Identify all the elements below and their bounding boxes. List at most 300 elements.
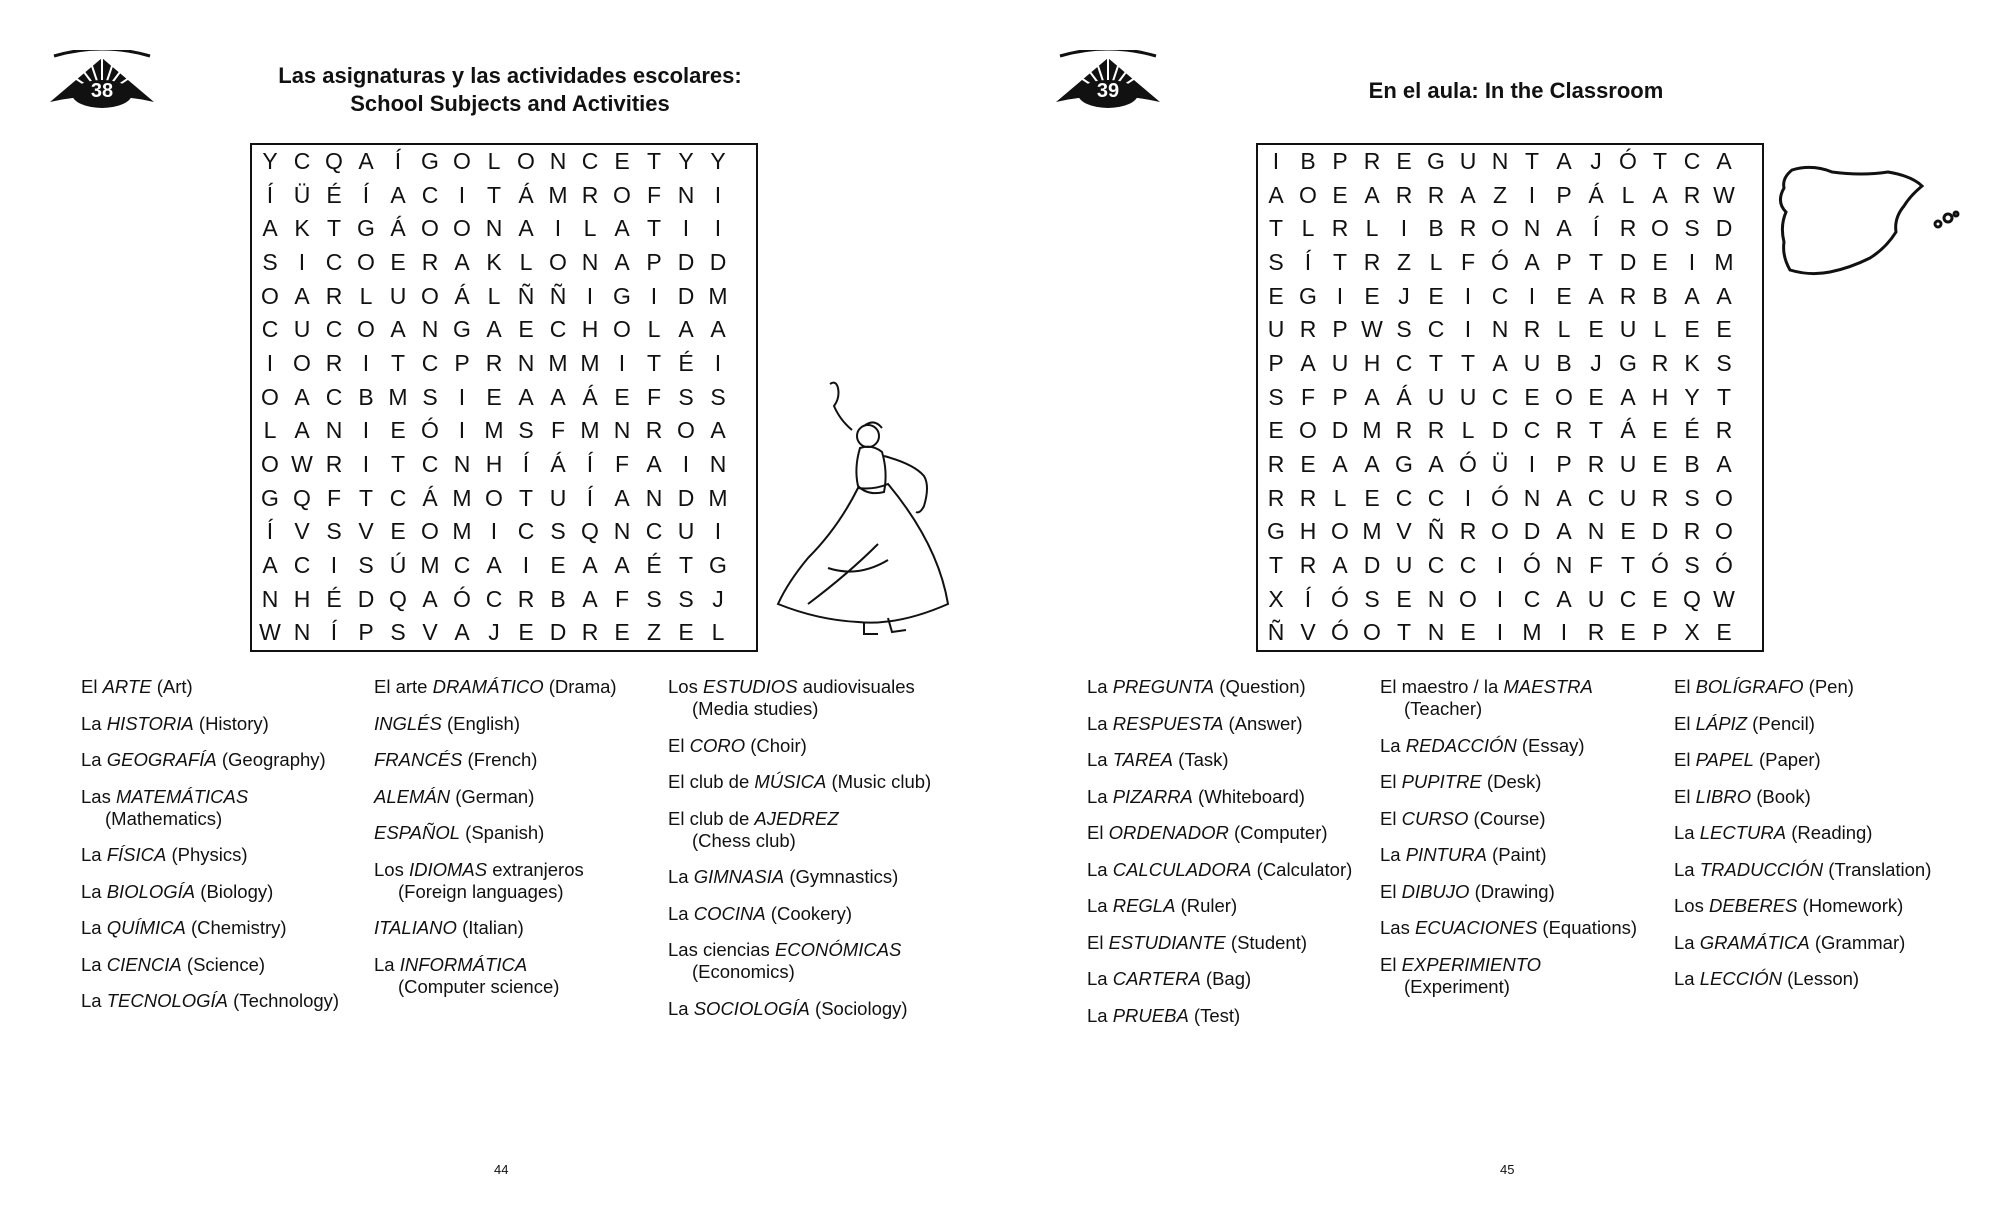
grid-letter: S	[262, 248, 278, 275]
grid-letter: D	[1491, 417, 1509, 444]
grid-letter: M	[1714, 248, 1734, 275]
vocab-item: El maestro / la MAESTRA (Teacher)	[1380, 676, 1593, 719]
grid-letter: N	[453, 450, 471, 477]
grid-letter: Z	[646, 619, 662, 646]
grid-letter: R	[1619, 282, 1637, 309]
word-list-column	[374, 676, 617, 1012]
vocab-item: Los IDIOMAS extranjeros (Foreign languages)	[374, 858, 584, 902]
vocab-item: El LIBRO (Book)	[1674, 785, 1811, 807]
grid-letter: F	[1588, 551, 1604, 578]
grid-letter: C	[453, 551, 471, 578]
grid-letter: O	[613, 181, 631, 208]
grid-letter: A	[1556, 215, 1572, 242]
grid-letter: S	[550, 518, 566, 545]
grid-letter: I	[1464, 282, 1472, 309]
vocab-item: La LECCIÓN (Lesson)	[1674, 968, 1860, 989]
grid-letter: D	[1523, 518, 1541, 545]
grid-letter: R	[1299, 484, 1317, 511]
grid-letter: C	[1427, 484, 1445, 511]
grid-letter: B	[1300, 148, 1316, 174]
grid-letter: P	[1556, 248, 1572, 275]
vocab-item: El EXPERIMIENTO (Experiment)	[1380, 953, 1542, 997]
grid-letter: Í	[586, 450, 594, 477]
grid-letter: P	[646, 248, 662, 275]
grid-letter: C	[261, 316, 279, 343]
grid-letter: C	[325, 316, 343, 343]
grid-letter: L	[711, 619, 725, 646]
grid-letter: U	[1331, 349, 1349, 376]
grid-letter: A	[1588, 282, 1604, 309]
vocab-item: La CIENCIA (Science)	[81, 953, 266, 975]
grid-letter: U	[549, 484, 567, 511]
grid-letter: F	[1460, 248, 1476, 275]
grid-letter: W	[1361, 316, 1383, 343]
grid-letter: P	[1332, 316, 1348, 343]
vocab-item: La BIOLOGÍA (Biology)	[81, 880, 274, 902]
word-list-column	[1087, 676, 1352, 1041]
grid-letter: E	[1684, 316, 1700, 343]
vocab-item: La CALCULADORA (Calculator)	[1087, 858, 1353, 880]
grid-letter: I	[1528, 450, 1536, 477]
grid-letter: Ó	[1459, 450, 1477, 477]
grid-letter: D	[357, 585, 375, 612]
grid-letter: V	[294, 518, 310, 545]
vocab-item: FRANCÉS (French)	[374, 749, 538, 770]
grid-letter: E	[1652, 450, 1668, 477]
grid-letter: Q	[581, 518, 599, 545]
grid-letter: G	[357, 215, 375, 242]
grid-letter: M	[580, 417, 600, 444]
grid-letter: I	[714, 518, 722, 545]
grid-letter: O	[421, 518, 439, 545]
grid-letter: Á	[1620, 417, 1636, 444]
grid-letter: H	[1651, 383, 1669, 410]
grid-letter: É	[678, 349, 694, 376]
grid-letter: L	[263, 417, 277, 444]
grid-letter: R	[325, 450, 343, 477]
grid-letter: I	[1272, 148, 1280, 174]
grid-letter: C	[421, 450, 439, 477]
grid-letter: N	[709, 450, 727, 477]
grid-letter: I	[362, 417, 370, 444]
grid-letter: B	[358, 383, 374, 410]
grid-letter: Y	[262, 148, 278, 174]
grid-letter: Í	[586, 484, 594, 511]
title-line-1: Las asignaturas y las actividades escolares:	[278, 63, 742, 88]
grid-letter: R	[1587, 450, 1605, 477]
grid-letter: A	[294, 282, 310, 309]
grid-letter: S	[1684, 215, 1700, 242]
grid-letter: É	[326, 585, 342, 612]
grid-letter: N	[293, 619, 311, 646]
grid-letter: Ñ	[549, 282, 567, 309]
grid-letter: C	[1459, 551, 1477, 578]
grid-letter: R	[1331, 215, 1349, 242]
grid-letter: I	[586, 282, 594, 309]
grid-letter: L	[583, 215, 597, 242]
grid-letter: R	[1523, 316, 1541, 343]
grid-letter: R	[581, 181, 599, 208]
grid-letter: A	[1428, 450, 1444, 477]
grid-letter: A	[422, 585, 438, 612]
grid-letter: O	[549, 248, 567, 275]
grid-letter: E	[1652, 417, 1668, 444]
grid-letter: Ü	[293, 181, 311, 208]
vocab-item: La RESPUESTA (Answer)	[1087, 712, 1303, 734]
grid-letter: B	[550, 585, 566, 612]
grid-letter: T	[646, 349, 662, 376]
grid-letter: H	[1299, 518, 1317, 545]
grid-letter: A	[486, 316, 502, 343]
grid-letter: O	[517, 148, 535, 174]
vocab-item: El CORO (Choir)	[668, 734, 807, 756]
grid-letter: Á	[582, 383, 598, 410]
vocab-item: El ESTUDIANTE (Student)	[1087, 931, 1308, 953]
grid-letter: T	[390, 450, 406, 477]
grid-letter: C	[1587, 484, 1605, 511]
grid-letter: N	[517, 349, 535, 376]
grid-letter: I	[266, 349, 274, 376]
grid-letter: H	[293, 585, 311, 612]
page-number: 44	[494, 1162, 509, 1177]
grid-letter: R	[325, 282, 343, 309]
grid-letter: E	[1332, 181, 1348, 208]
grid-letter: E	[1716, 316, 1732, 343]
grid-letter: R	[1267, 450, 1285, 477]
title-line-2: School Subjects and Activities	[350, 91, 670, 116]
grid-letter: T	[1652, 148, 1668, 174]
grid-letter: A	[1716, 148, 1732, 174]
grid-letter: Ó	[1651, 551, 1669, 578]
grid-letter: Q	[325, 148, 343, 174]
grid-letter: Ó	[1331, 585, 1349, 612]
grid-letter: S	[1396, 316, 1412, 343]
grid-letter: M	[548, 181, 568, 208]
grid-letter: A	[678, 316, 694, 343]
grid-letter: N	[1491, 148, 1509, 174]
grid-letter: C	[1619, 585, 1637, 612]
grid-letter: P	[1652, 619, 1668, 646]
vocab-item: La HISTORIA (History)	[81, 712, 269, 734]
grid-letter: L	[1301, 215, 1315, 242]
grid-letter: R	[421, 248, 439, 275]
grid-letter: I	[682, 450, 690, 477]
grid-letter: R	[1363, 148, 1381, 174]
grid-letter: A	[614, 215, 630, 242]
grid-letter: B	[1556, 349, 1572, 376]
grid-letter: D	[677, 248, 695, 275]
grid-letter: I	[1560, 619, 1568, 646]
grid-letter: A	[646, 450, 662, 477]
vocab-item: La LECTURA (Reading)	[1674, 822, 1873, 843]
grid-letter: Í	[522, 450, 530, 477]
grid-letter: S	[358, 551, 374, 578]
grid-letter: N	[613, 417, 631, 444]
grid-letter: S	[422, 383, 438, 410]
grid-letter: G	[1619, 349, 1637, 376]
word-list-column	[1674, 676, 1931, 1005]
grid-letter: E	[518, 619, 534, 646]
grid-letter: H	[485, 450, 503, 477]
grid-letter: R	[645, 417, 663, 444]
grid-letter: Ü	[1491, 450, 1509, 477]
grid-letter: R	[1459, 215, 1477, 242]
grid-letter: C	[293, 148, 311, 174]
grid-letter: A	[1620, 383, 1636, 410]
grid-letter: T	[486, 181, 502, 208]
grid-letter: D	[549, 619, 567, 646]
fan-badge	[1052, 50, 1164, 110]
vocab-item: La FÍSICA (Physics)	[81, 844, 248, 865]
grid-letter: S	[678, 383, 694, 410]
grid-letter: A	[294, 383, 310, 410]
grid-letter: R	[1555, 417, 1573, 444]
grid-letter: N	[613, 518, 631, 545]
grid-letter: T	[358, 484, 374, 511]
grid-letter: O	[1299, 181, 1317, 208]
grid-letter: O	[453, 215, 471, 242]
grid-letter: P	[358, 619, 374, 646]
grid-letter: T	[1588, 248, 1604, 275]
grid-letter: S	[326, 518, 342, 545]
grid-letter: S	[1684, 551, 1700, 578]
grid-letter: O	[613, 316, 631, 343]
grid-letter: E	[1652, 585, 1668, 612]
grid-letter: M	[484, 417, 504, 444]
grid-letter: A	[1492, 349, 1508, 376]
word-list-column	[1380, 676, 1637, 1012]
grid-letter: N	[1491, 316, 1509, 343]
grid-letter: Á	[422, 484, 438, 511]
grid-letter: É	[326, 181, 342, 208]
vocab-item: INGLÉS (English)	[374, 712, 520, 734]
grid-letter: M	[708, 282, 728, 309]
grid-letter: L	[487, 282, 501, 309]
grid-letter: Ó	[1523, 551, 1541, 578]
grid-letter: I	[714, 215, 722, 242]
grid-letter: S	[1268, 248, 1284, 275]
grid-letter: I	[682, 215, 690, 242]
grid-letter: S	[710, 383, 726, 410]
grid-letter: É	[1684, 417, 1700, 444]
grid-letter: V	[1396, 518, 1412, 545]
grid-letter: Á	[390, 215, 406, 242]
grid-letter: E	[1588, 316, 1604, 343]
grid-letter: U	[1427, 383, 1445, 410]
grid-letter: G	[613, 282, 631, 309]
grid-letter: A	[1364, 450, 1380, 477]
grid-letter: C	[325, 248, 343, 275]
grid-letter: O	[485, 484, 503, 511]
grid-letter: U	[1459, 383, 1477, 410]
grid-letter: R	[1651, 349, 1669, 376]
grid-letter: A	[1332, 551, 1348, 578]
grid-letter: J	[712, 585, 724, 612]
grid-letter: R	[1683, 181, 1701, 208]
grid-letter: A	[486, 551, 502, 578]
grid-letter: Í	[1304, 248, 1312, 275]
grid-letter: Á	[1396, 383, 1412, 410]
grid-letter: L	[359, 282, 373, 309]
grid-letter: E	[390, 248, 406, 275]
grid-letter: U	[293, 316, 311, 343]
grid-letter: G	[1395, 450, 1413, 477]
grid-letter: Ó	[1331, 619, 1349, 646]
grid-letter: E	[1716, 619, 1732, 646]
grid-letter: C	[1491, 282, 1509, 309]
grid-letter: Z	[1492, 181, 1508, 208]
grid-letter: O	[1363, 619, 1381, 646]
grid-letter: I	[1688, 248, 1696, 275]
grid-letter: G	[453, 316, 471, 343]
grid-letter: Ó	[421, 417, 439, 444]
grid-letter: A	[582, 585, 598, 612]
grid-letter: C	[1427, 551, 1445, 578]
grid-letter: C	[645, 518, 663, 545]
grid-letter: E	[1620, 518, 1636, 545]
grid-letter: G	[1427, 148, 1445, 174]
grid-letter: F	[646, 181, 662, 208]
grid-letter: D	[1363, 551, 1381, 578]
grid-letter: Ú	[389, 551, 407, 578]
vocab-item: La SOCIOLOGÍA (Sociology)	[668, 997, 908, 1019]
grid-letter: Ñ	[517, 282, 535, 309]
vocab-item: La TECNOLOGÍA (Technology)	[81, 990, 340, 1011]
grid-letter: Y	[710, 148, 726, 174]
grid-letter: U	[1619, 484, 1637, 511]
grid-letter: C	[1523, 585, 1541, 612]
grid-letter: B	[1652, 282, 1668, 309]
grid-letter: K	[294, 215, 310, 242]
grid-letter: W	[291, 450, 313, 477]
grid-letter: V	[422, 619, 438, 646]
grid-letter: T	[1268, 551, 1284, 578]
grid-letter: R	[485, 349, 503, 376]
grid-letter: O	[1715, 518, 1733, 545]
grid-letter: E	[1364, 484, 1380, 511]
grid-letter: R	[1651, 484, 1669, 511]
vocab-item: El LÁPIZ (Pencil)	[1674, 712, 1815, 734]
grid-letter: O	[1459, 585, 1477, 612]
grid-letter: M	[420, 551, 440, 578]
grid-letter: B	[1428, 215, 1444, 242]
grid-letter: O	[1491, 215, 1509, 242]
grid-letter: D	[1715, 215, 1733, 242]
grid-letter: O	[677, 417, 695, 444]
grid-letter: D	[709, 248, 727, 275]
grid-letter: J	[1398, 282, 1410, 309]
grid-letter: O	[261, 383, 279, 410]
grid-letter: Í	[1592, 215, 1600, 242]
grid-letter: A	[1332, 450, 1348, 477]
grid-letter: M	[452, 484, 472, 511]
grid-letter: Í	[266, 518, 274, 545]
grid-letter: R	[1395, 417, 1413, 444]
grid-letter: Á	[518, 181, 534, 208]
grid-letter: I	[1496, 585, 1504, 612]
vocab-item: El club de AJEDREZ (Chess club)	[668, 807, 839, 851]
grid-letter: J	[1590, 148, 1602, 174]
vocab-item: El PAPEL (Paper)	[1674, 749, 1821, 770]
puzzle-number: 39	[1096, 80, 1120, 102]
grid-letter: L	[1333, 484, 1347, 511]
grid-letter: S	[678, 585, 694, 612]
grid-letter: P	[1332, 383, 1348, 410]
vocab-item: Los DEBERES (Homework)	[1674, 895, 1904, 916]
grid-letter: D	[677, 282, 695, 309]
grid-letter: A	[1268, 181, 1284, 208]
grid-letter: F	[614, 450, 630, 477]
grid-letter: E	[1300, 450, 1316, 477]
grid-letter: T	[1460, 349, 1476, 376]
vocab-item: La GIMNASIA (Gymnastics)	[668, 866, 899, 887]
grid-letter: A	[1364, 181, 1380, 208]
word-list-column	[81, 676, 339, 1027]
grid-letter: E	[1428, 282, 1444, 309]
grid-letter: E	[1620, 619, 1636, 646]
grid-letter: I	[298, 248, 306, 275]
grid-letter: E	[518, 316, 534, 343]
grid-letter: Á	[454, 282, 470, 309]
grid-letter: O	[1651, 215, 1669, 242]
grid-letter: I	[650, 282, 658, 309]
grid-letter: M	[548, 349, 568, 376]
grid-letter: A	[518, 383, 534, 410]
grid-letter: A	[1652, 181, 1668, 208]
grid-letter: N	[1427, 585, 1445, 612]
page-number: 45	[1500, 1162, 1515, 1177]
spain-map-illustration	[1774, 156, 1974, 296]
vocab-item: El CURSO (Course)	[1380, 807, 1546, 829]
grid-letter: E	[1524, 383, 1540, 410]
grid-letter: O	[357, 316, 375, 343]
grid-letter: M	[1362, 518, 1382, 545]
grid-letter: E	[1268, 417, 1284, 444]
word-search-grid	[250, 143, 758, 652]
grid-letter: A	[294, 417, 310, 444]
grid-letter: L	[1429, 248, 1443, 275]
grid-letter: E	[1588, 383, 1604, 410]
grid-letter: T	[390, 349, 406, 376]
vocab-item: La PRUEBA (Test)	[1087, 1004, 1241, 1026]
grid-letter: S	[1268, 383, 1284, 410]
grid-letter: L	[647, 316, 661, 343]
grid-letter: E	[550, 551, 566, 578]
grid-letter: A	[1524, 248, 1540, 275]
grid-letter: Í	[362, 181, 370, 208]
grid-letter: A	[1364, 383, 1380, 410]
grid-letter: R	[1587, 619, 1605, 646]
grid-letter: C	[581, 148, 599, 174]
grid-letter: R	[1427, 181, 1445, 208]
grid-letter: D	[1651, 518, 1669, 545]
grid-letter: R	[1299, 316, 1317, 343]
vocab-item: Los ESTUDIOS audiovisuales (Media studies)	[668, 676, 915, 719]
grid-letter: I	[1400, 215, 1408, 242]
grid-letter: D	[1331, 417, 1349, 444]
grid-letter: G	[421, 148, 439, 174]
grid-letter: O	[357, 248, 375, 275]
grid-letter: N	[645, 484, 663, 511]
grid-letter: A	[1556, 518, 1572, 545]
grid-letter: I	[714, 349, 722, 376]
grid-letter: B	[1684, 450, 1700, 477]
grid-letter: N	[1587, 518, 1605, 545]
grid-letter: U	[1587, 585, 1605, 612]
grid-letter: R	[1363, 248, 1381, 275]
grid-letter: T	[1268, 215, 1284, 242]
page-title: En el aula: In the Classroom	[1368, 78, 1664, 103]
